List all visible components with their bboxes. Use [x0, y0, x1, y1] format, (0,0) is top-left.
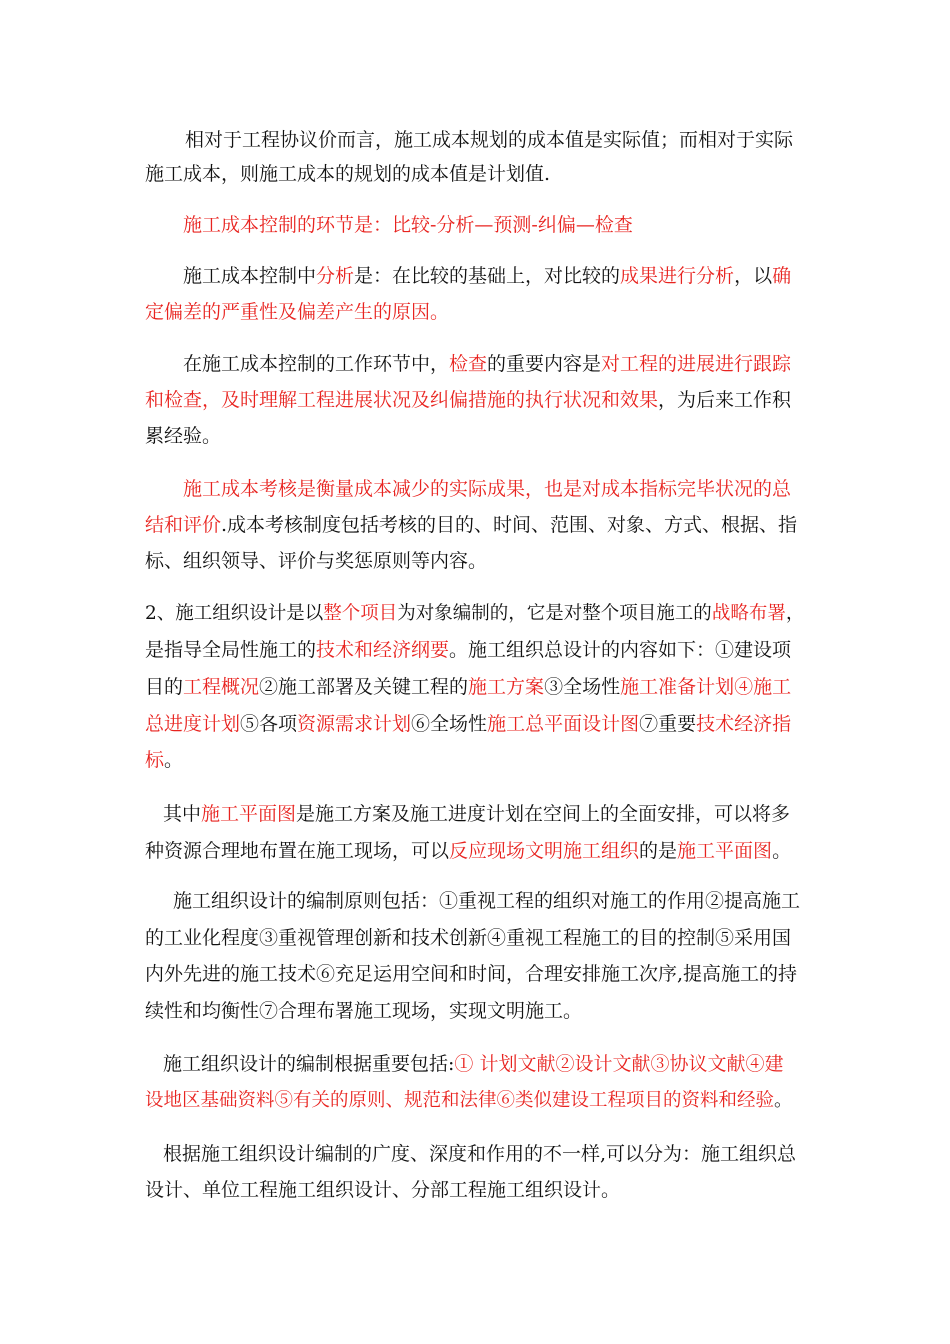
text-line [145, 1176, 620, 1204]
highlighted-text: 施工平面图 [201, 803, 297, 825]
highlighted-text: 整个项目 [323, 603, 398, 624]
highlighted-text: 施工成本控制的环节是：比较-分析—预测-纠偏—检查 [183, 214, 633, 236]
highlighted-text: 设地区基础资料⑤有关的原则、规范和法律⑥类似建设工程项目的资料和经验 [145, 1090, 775, 1111]
body-text: 是施工方案及施工进度计划在空间上的全面安排，可以将多 [296, 803, 791, 825]
body-text: 在施工成本控制的工作环节中， [183, 353, 450, 375]
text-line [173, 887, 800, 915]
highlighted-text: 施工平面图 [677, 840, 773, 862]
text-line [183, 262, 791, 290]
highlighted-text: 总进度计划 [145, 713, 241, 735]
text-line [145, 837, 791, 865]
text-line [145, 636, 791, 664]
body-text: 的重要内容是 [487, 353, 602, 375]
text-line [145, 600, 804, 628]
highlighted-text: 技术经济指 [696, 713, 792, 735]
highlighted-text: 分析 [316, 265, 355, 287]
highlighted-text: 技术和经济纲要 [316, 639, 450, 661]
body-text: 。 [164, 749, 184, 771]
body-text: 为对象编制的，它是对整个项目施工的 [397, 603, 712, 624]
text-line [145, 547, 487, 575]
body-text: 是：在比较的基础上，对比较的 [354, 265, 621, 287]
text-line [163, 800, 790, 828]
body-text: 施工组织设计的编制根据重要包括: [163, 1053, 455, 1075]
highlighted-text: 施工总平面设计图 [487, 713, 640, 735]
body-text: ，以 [734, 265, 773, 287]
body-text: ⑦重要 [639, 713, 697, 735]
text-line [163, 1140, 796, 1168]
text-line [183, 475, 791, 503]
body-text: 相对于工程协议价而言，施工成本规划的成本值是实际值；而相对于实际 [185, 129, 794, 151]
body-text: 的工业化程度③重视管理创新和技术创新④重视工程施工的目的控制⑤采用国 [145, 927, 792, 949]
body-text: 的是 [639, 840, 678, 862]
body-text: ⑤各项 [240, 713, 298, 735]
text-line [145, 160, 550, 188]
highlighted-text: 对工程的进展进行跟踪 [601, 353, 792, 375]
highlighted-text: 成果进行分析 [620, 265, 735, 287]
text-line [145, 960, 797, 988]
text-line [145, 710, 791, 738]
body-text: 。 [772, 840, 792, 862]
body-text: 2、施工组织设计是以 [145, 603, 324, 624]
body-text: ⑥全场性 [411, 713, 488, 735]
text-line [145, 422, 221, 450]
text-line [145, 386, 791, 414]
text-line [145, 511, 797, 539]
body-text: 标、组织领导、评价与奖惩原则等内容。 [145, 550, 488, 572]
body-text: ， [785, 603, 805, 624]
highlighted-text: 战略布署 [711, 603, 786, 624]
body-text: ，为后来工作积 [658, 389, 792, 411]
body-text: 设计、单位工程施工组织设计、分部工程施工组织设计。 [145, 1179, 621, 1201]
highlighted-text: 资源需求计划 [297, 713, 412, 735]
body-text: 。 [774, 1090, 793, 1111]
text-line [145, 746, 183, 774]
text-line [185, 126, 793, 154]
highlighted-text: 结和评价 [145, 514, 222, 536]
text-line [145, 298, 449, 326]
text-line [145, 997, 582, 1025]
highlighted-text: 施工方案 [468, 676, 545, 698]
text-line [145, 673, 791, 701]
highlighted-text: 定偏差的严重性及偏差产生的原因。 [145, 301, 450, 323]
body-text: 。施工组织总设计的内容如下：①建设项 [449, 639, 792, 661]
body-text: 施工组织设计的编制原则包括：①重视工程的组织对施工的作用②提高施工 [173, 890, 801, 912]
highlighted-text: 反应现场文明施工组织 [449, 840, 640, 862]
body-text: 续性和均衡性⑦合理布署施工现场，实现文明施工。 [145, 1000, 583, 1022]
highlighted-text: 工程概况 [183, 676, 260, 698]
body-text: 施工成本，则施工成本的规划的成本值是计划值. [145, 163, 551, 185]
text-line [145, 924, 791, 952]
highlighted-text: 施工成本考核是衡量成本减少的实际成果，也是对成本指标完毕状况的总 [183, 478, 792, 500]
highlighted-text: 和检查，及时理解工程进展状况及纠偏措施的执行状况和效果 [145, 389, 659, 411]
body-text: 施工成本控制中 [183, 265, 317, 287]
body-text: 累经验。 [145, 425, 222, 447]
text-line [183, 211, 633, 239]
body-text: 目的 [145, 676, 184, 698]
body-text: 是指导全局性施工的 [145, 639, 317, 661]
body-text: ②施工部署及关键工程的 [259, 676, 469, 698]
body-text: 其中 [163, 803, 202, 825]
text-line [145, 1087, 793, 1115]
highlighted-text: 检查 [449, 353, 488, 375]
body-text: 种资源合理地布置在施工现场，可以 [145, 840, 450, 862]
highlighted-text: 确 [772, 265, 792, 287]
highlighted-text: ① 计划文献②设计文献③协议文献④建 [454, 1053, 784, 1075]
body-text: ③全场性 [544, 676, 621, 698]
body-text: 内外先进的施工技术⑥充足运用空间和时间，合理安排施工次序,提高施工的持 [145, 963, 798, 985]
text-line [183, 350, 791, 378]
highlighted-text: 标 [145, 749, 165, 771]
body-text: .成本考核制度包括考核的目的、时间、范围、对象、方式、根据、指 [221, 514, 798, 536]
body-text: 根据施工组织设计编制的广度、深度和作用的不一样,可以分为：施工组织总 [163, 1143, 797, 1165]
highlighted-text: 施工准备计划④施工 [620, 676, 792, 698]
text-line [163, 1050, 783, 1078]
